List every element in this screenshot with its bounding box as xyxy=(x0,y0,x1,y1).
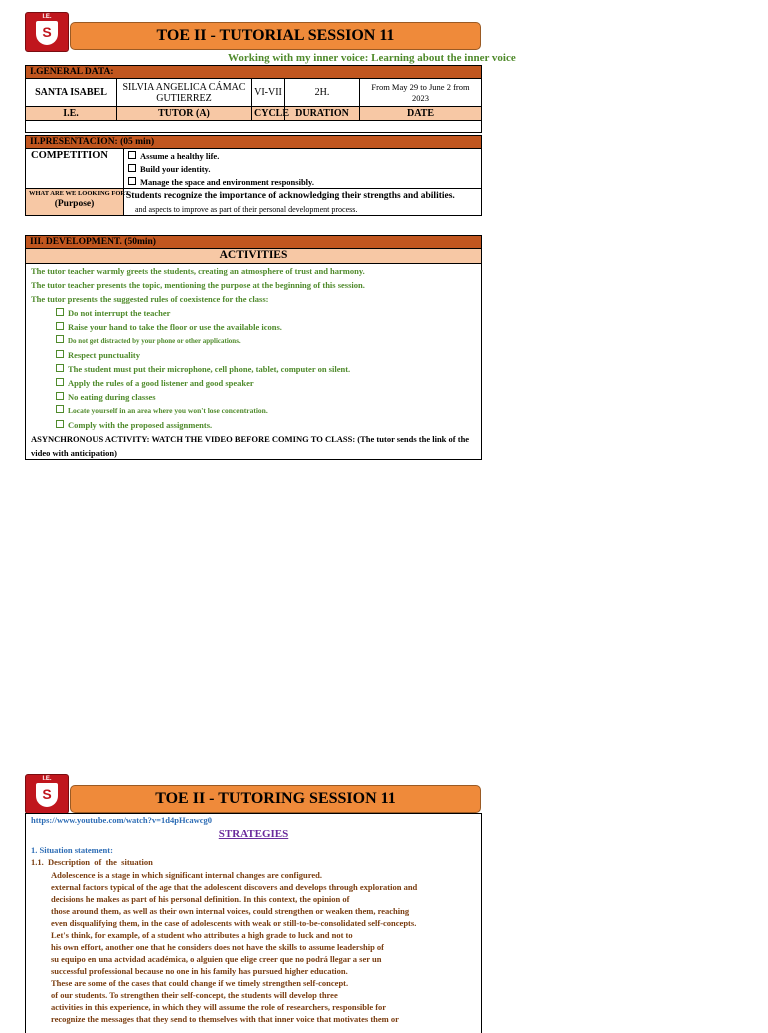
rule-item: No eating during classes xyxy=(56,390,350,404)
competition-item: Build your identity. xyxy=(128,163,314,176)
video-link[interactable]: https://www.youtube.com/watch?v=1d4pHcawcg0 xyxy=(31,815,212,825)
rule-item: Do not get distracted by your phone or other applications. xyxy=(56,334,350,348)
purpose-text-2: and aspects to improve as part of their personal development process. xyxy=(135,205,358,214)
rule-item: Raise your hand to take the floor or use the available icons. xyxy=(56,320,350,334)
activities-header xyxy=(25,249,482,264)
school-logo xyxy=(25,12,69,52)
body-line: su equipo en una actvidad académica, o alguien que elige creer que no podrá llegar a ser un xyxy=(51,954,382,964)
page-title xyxy=(70,22,481,50)
async-line-1: ASYNCHRONOUS ACTIVITY: WATCH THE VIDEO BEFORE COMING TO CLASS: (The tutor sends the link of the xyxy=(31,434,470,444)
cycle-value: VI-VII xyxy=(252,79,285,106)
activity-line: The tutor teacher presents the topic, mentioning the purpose at the beginning of this session. xyxy=(31,280,365,290)
async-activity xyxy=(31,432,469,460)
body-line: These are some of the cases that could change if we timely strengthen self-concept. xyxy=(51,978,349,988)
competition-list xyxy=(128,150,314,189)
general-labels-row xyxy=(25,107,482,121)
competition-item: Manage the space and environment responsibly. xyxy=(128,176,314,189)
body-line: external factors typical of the age that the adolescent discovers and develops through exploration and xyxy=(51,882,418,892)
logo-text-2: I.E. xyxy=(42,776,52,782)
looking-label: WHAT ARE WE LOOKING FOR? xyxy=(29,190,129,197)
body-line: decisions he makes as part of his personal definition. In this context, the opinion of xyxy=(51,894,350,904)
purpose-label: (Purpose) xyxy=(54,199,95,209)
rule-item: Locate yourself in an area where you won't lose concentration. xyxy=(56,404,350,418)
tutor-label: TUTOR (A) xyxy=(117,107,252,120)
activity-lines xyxy=(31,264,365,306)
duration-label: DURATION xyxy=(285,107,360,120)
body-line: Adolescence is a stage in which significant internal changes are configured. xyxy=(51,870,322,880)
body-line: Let's think, for example, of a student who attributes a high grade to luck and not to xyxy=(51,930,353,940)
situation-statement: 1. Situation statement: xyxy=(31,845,113,855)
ie-label: I.E. xyxy=(26,107,117,120)
strategies-label: STRATEGIES xyxy=(218,828,289,840)
competition-item: Assume a healthy life. xyxy=(128,150,314,163)
general-values-row xyxy=(25,79,482,107)
description-body xyxy=(51,869,417,1025)
activities-label: ACTIVITIES xyxy=(219,249,288,261)
page-subtitle: Working with my inner voice: Learning about the inner voice xyxy=(228,52,516,64)
ie-value: SANTA ISABEL xyxy=(26,79,117,106)
rules-list xyxy=(56,306,350,432)
body-line: those around them, as well as their own internal voices, could strengthen or weaken them, reaching xyxy=(51,906,410,916)
rule-item: Do not interrupt the teacher xyxy=(56,306,350,320)
development-header: III. DEVELOPMENT. (50min) xyxy=(25,235,482,249)
activities-body xyxy=(25,264,482,460)
logo-text: I.E. xyxy=(42,14,52,20)
async-line-2: video with anticipation) xyxy=(31,448,117,458)
general-data-header: I.GENERAL DATA: xyxy=(25,65,482,79)
page-title-text: TOE II - TUTORIAL SESSION 11 xyxy=(156,27,395,44)
presentation-header: II.PRESENTACION: (05 min) xyxy=(25,135,482,149)
rule-item: Apply the rules of a good listener and good speaker xyxy=(56,376,350,390)
duration-value: 2H. xyxy=(285,79,360,106)
shield-icon: S xyxy=(36,783,58,807)
competition-row xyxy=(25,149,482,189)
rule-item: Respect punctuality xyxy=(56,348,350,362)
spacer-row xyxy=(25,121,482,133)
activity-line: The tutor teacher warmly greets the students, creating an atmosphere of trust and harmony. xyxy=(31,266,365,276)
activity-line: The tutor presents the suggested rules of coexistence for the class: xyxy=(31,294,269,304)
tutor-value: SILVIA ANGELICA CÁMAC GUTIERREZ xyxy=(117,79,252,106)
school-logo-2 xyxy=(25,774,69,814)
purpose-row xyxy=(25,189,482,216)
body-line: activities in this experience, in which they will assume the role of researchers, responsible for xyxy=(51,1002,387,1012)
body-line: his own effort, another one that he considers does not have the skills to assume leadership of xyxy=(51,942,385,952)
description-heading: 1.1. Description of the situation xyxy=(31,857,153,867)
date-value: From May 29 to June 2 from 2023 xyxy=(371,81,470,103)
strategies-box xyxy=(25,813,482,1033)
purpose-text-1: Students recognize the importance of acknowledging their strengths and abilities. xyxy=(126,191,455,201)
body-line: recognize the messages that they send to themselves with that inner voice that motivates them or xyxy=(51,1014,399,1024)
shield-icon: S xyxy=(36,21,58,45)
cycle-label: CYCLE xyxy=(254,108,290,119)
body-line: even disqualifying them, in the case of adolescents with weak or still-to-be-consolidated self-concepts. xyxy=(51,918,417,928)
rule-item: Comply with the proposed assignments. xyxy=(56,418,350,432)
body-line: of our students. To strengthen their self-concept, the students will develop three xyxy=(51,990,338,1000)
page-title-2-text: TOE II - TUTORING SESSION 11 xyxy=(155,790,396,807)
competition-label: COMPETITION xyxy=(31,150,109,161)
body-line: successful professional because no one in his family has pursued higher education. xyxy=(51,966,348,976)
date-label: DATE xyxy=(406,108,435,119)
rule-item: The student must put their microphone, cell phone, tablet, computer on silent. xyxy=(56,362,350,376)
page-title-2 xyxy=(70,785,481,813)
